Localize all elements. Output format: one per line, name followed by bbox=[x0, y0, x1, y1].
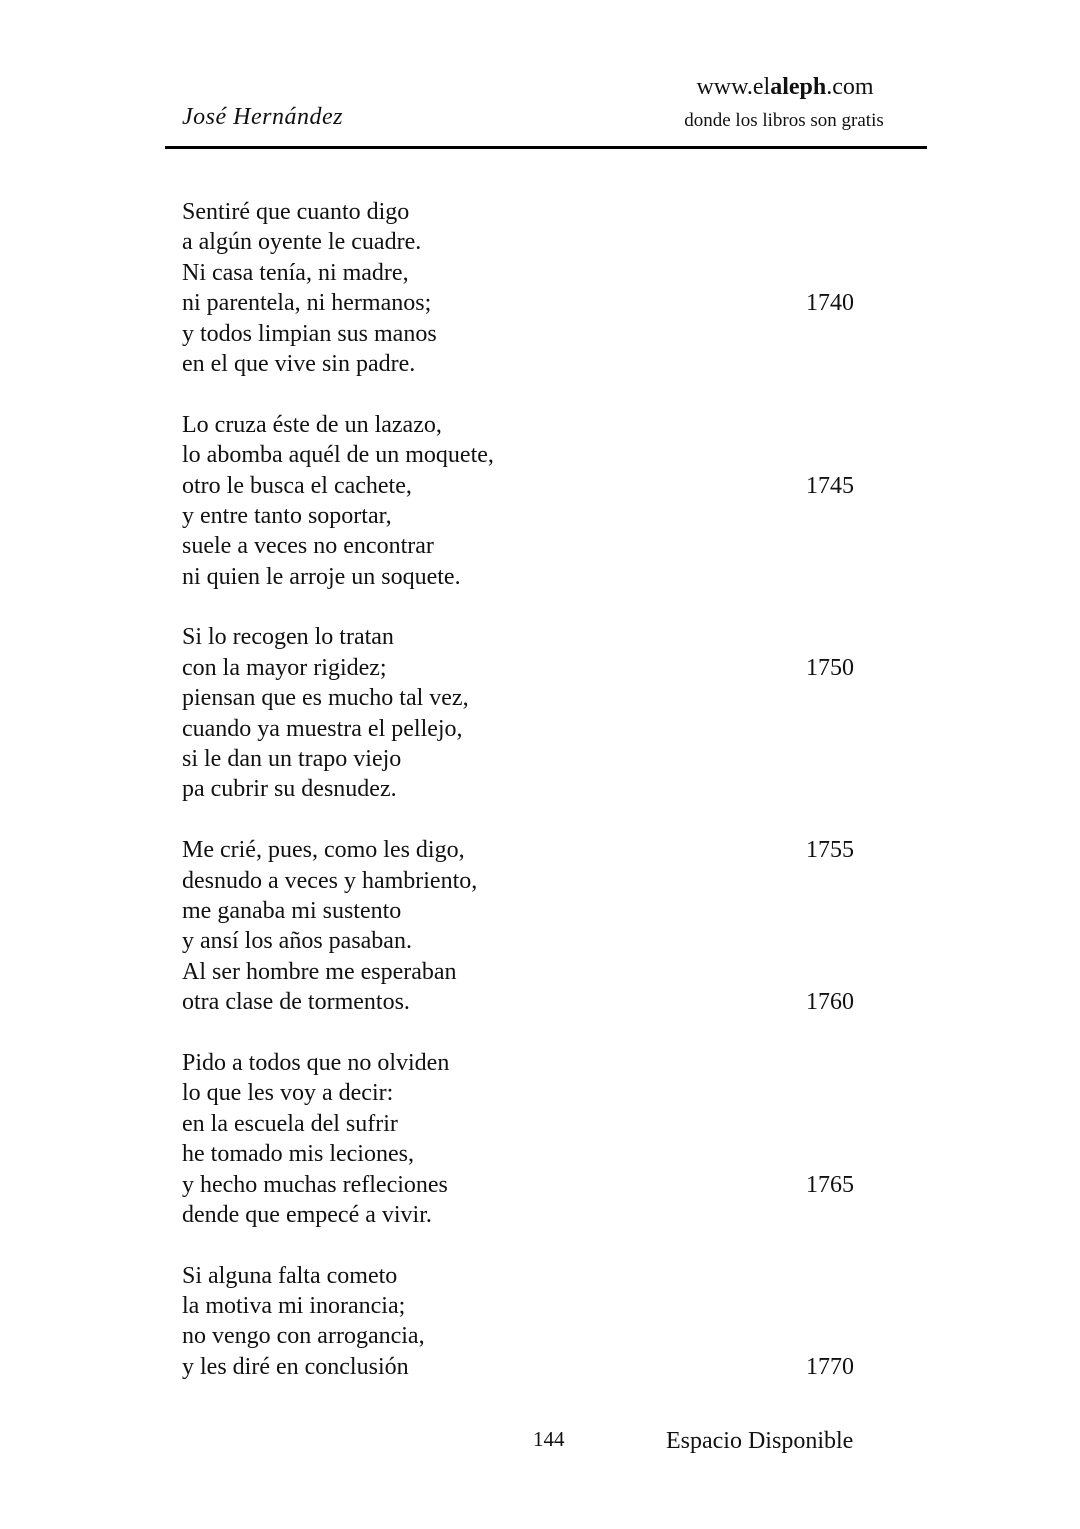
verse-text: no vengo con arrogancia, bbox=[182, 1323, 425, 1350]
verse-text: en el que vive sin padre. bbox=[182, 350, 416, 377]
verse-text: Al ser hombre me esperaban bbox=[182, 958, 457, 985]
site-prefix: www.el bbox=[696, 74, 771, 100]
stanza bbox=[182, 622, 862, 804]
verse-text: desnudo a veces y hambriento, bbox=[182, 867, 478, 894]
verse-text: otra clase de tormentos. bbox=[182, 989, 410, 1016]
header-site-url[interactable] bbox=[670, 74, 900, 101]
verse-line bbox=[182, 197, 862, 227]
verse-line bbox=[182, 714, 862, 744]
verse-text: otro le busca el cachete, bbox=[182, 472, 412, 499]
line-number: 1745 bbox=[806, 472, 854, 499]
header-tagline: donde los libros son gratis bbox=[684, 110, 884, 131]
verse-text: a algún oyente le cuadre. bbox=[182, 229, 422, 256]
verse-line bbox=[182, 1352, 862, 1382]
verse-line bbox=[182, 683, 862, 713]
footer-note: Espacio Disponible bbox=[666, 1428, 854, 1454]
line-number: 1765 bbox=[806, 1171, 854, 1198]
line-number: 1750 bbox=[806, 654, 854, 681]
verse-text: Ni casa tenía, ni madre, bbox=[182, 259, 409, 286]
verse-line bbox=[182, 866, 862, 896]
verse-line bbox=[182, 410, 862, 440]
header-author: José Hernández bbox=[182, 104, 343, 130]
stanza bbox=[182, 197, 862, 379]
verse-text: Me crié, pues, como les digo, bbox=[182, 837, 465, 864]
verse-text: Sentiré que cuanto digo bbox=[182, 199, 410, 225]
line-number: 1740 bbox=[806, 290, 854, 317]
verse-line bbox=[182, 1170, 862, 1200]
line-number: 1770 bbox=[806, 1353, 854, 1380]
verse-text: me ganaba mi sustento bbox=[182, 897, 402, 924]
site-suffix: .com bbox=[826, 74, 874, 100]
verse-text: ni parentela, ni hermanos; bbox=[182, 290, 432, 317]
verse-text: lo abomba aquél de un moquete, bbox=[182, 442, 494, 469]
verse-line bbox=[182, 1261, 862, 1291]
verse-text: Si lo recogen lo tratan bbox=[182, 624, 394, 651]
stanza bbox=[182, 1261, 862, 1383]
verse-line bbox=[182, 987, 862, 1017]
verse-text: ni quien le arroje un soquete. bbox=[182, 563, 461, 590]
verse-text: y entre tanto soportar, bbox=[182, 502, 392, 529]
verse-line bbox=[182, 501, 862, 531]
verse-line bbox=[182, 774, 862, 804]
site-brand: aleph bbox=[770, 74, 827, 100]
stanza bbox=[182, 1048, 862, 1230]
stanza bbox=[182, 835, 862, 1017]
verse-line bbox=[182, 1139, 862, 1169]
verse-text: cuando ya muestra el pellejo, bbox=[182, 715, 463, 742]
verse-text: he tomado mis leciones, bbox=[182, 1141, 414, 1168]
verse-text: y les diré en conclusión bbox=[182, 1353, 409, 1380]
verse-line bbox=[182, 744, 862, 774]
verse-text: con la mayor rigidez; bbox=[182, 654, 387, 681]
verse-text: en la escuela del sufrir bbox=[182, 1110, 398, 1137]
verse-line bbox=[182, 562, 862, 592]
line-number: 1760 bbox=[806, 989, 854, 1016]
verse-line bbox=[182, 531, 862, 561]
verse-text: y todos limpian sus manos bbox=[182, 320, 437, 347]
verse-text: si le dan un trapo viejo bbox=[182, 746, 402, 773]
verse-text: Lo cruza éste de un lazazo, bbox=[182, 411, 442, 438]
verse-text: suele a veces no encontrar bbox=[182, 533, 434, 560]
page-number: 144 bbox=[533, 1427, 565, 1451]
stanza bbox=[182, 410, 862, 592]
verse-line bbox=[182, 622, 862, 652]
verse-line bbox=[182, 653, 862, 683]
verse-text: y hecho muchas refleciones bbox=[182, 1171, 448, 1198]
verse-line bbox=[182, 288, 862, 318]
verse-line bbox=[182, 471, 862, 501]
verse-line bbox=[182, 227, 862, 257]
verse-line bbox=[182, 1321, 862, 1351]
verse-line bbox=[182, 835, 862, 865]
verse-line bbox=[182, 1200, 862, 1230]
verse-text: Si alguna falta cometo bbox=[182, 1262, 398, 1289]
verse-line bbox=[182, 1109, 862, 1139]
verse-line bbox=[182, 1048, 862, 1078]
verse-line bbox=[182, 319, 862, 349]
verse-line bbox=[182, 258, 862, 288]
verse-text: dende que empecé a vivir. bbox=[182, 1201, 432, 1228]
poem-body bbox=[182, 197, 862, 1413]
header-divider bbox=[165, 146, 927, 149]
verse-text: y ansí los años pasaban. bbox=[182, 928, 412, 955]
verse-text: Pido a todos que no olviden bbox=[182, 1049, 450, 1076]
verse-text: la motiva mi inorancia; bbox=[182, 1293, 406, 1320]
verse-text: pa cubrir su desnudez. bbox=[182, 776, 397, 803]
verse-text: lo que les voy a decir: bbox=[182, 1080, 394, 1107]
verse-line bbox=[182, 926, 862, 956]
verse-line bbox=[182, 896, 862, 926]
line-number: 1755 bbox=[806, 837, 854, 864]
verse-line bbox=[182, 957, 862, 987]
verse-line bbox=[182, 440, 862, 470]
verse-line bbox=[182, 1291, 862, 1321]
verse-text: piensan que es mucho tal vez, bbox=[182, 685, 469, 712]
verse-line bbox=[182, 349, 862, 379]
verse-line bbox=[182, 1078, 862, 1108]
